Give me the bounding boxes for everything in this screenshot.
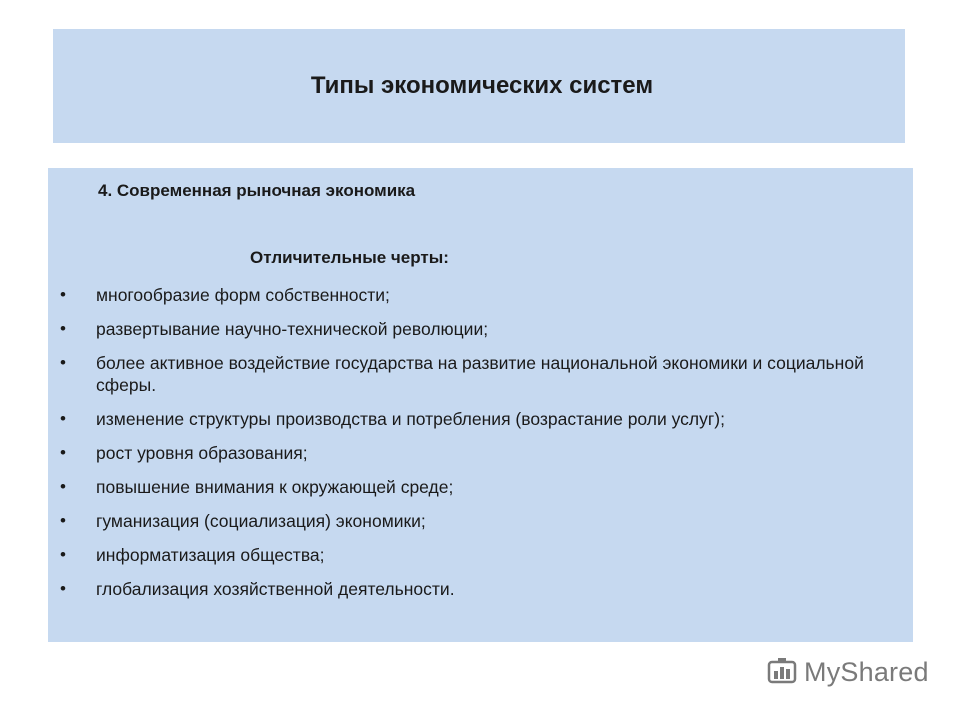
- list-item-text: информатизация общества;: [96, 545, 325, 565]
- bullet-icon: •: [60, 353, 66, 372]
- myshared-logo-icon: [766, 656, 798, 688]
- list-item: [48, 352, 913, 396]
- list-item-text: развертывание научно-технической революции;: [96, 319, 489, 339]
- list-item-text: многообразие форм собственности;: [96, 285, 390, 305]
- list-item-text: повышение внимания к окружающей среде;: [96, 477, 454, 497]
- list-item-text: глобализация хозяйственной деятельности.: [96, 579, 455, 599]
- title-panel: [53, 29, 905, 143]
- bullet-icon: •: [60, 285, 66, 304]
- section-subtitle: 4. Современная рыночная экономика: [98, 181, 416, 200]
- list-item-text: изменение структуры производства и потребления (возрастание роли услуг);: [96, 409, 725, 429]
- list-item: [48, 318, 913, 340]
- list-item: [48, 476, 913, 498]
- bullet-icon: •: [60, 443, 66, 462]
- list-item-text: более активное воздействие государства на развитие национальной экономики и социальной сферы.: [96, 353, 864, 395]
- bullet-icon: •: [60, 319, 66, 338]
- list-item: [48, 442, 913, 464]
- bullet-icon: •: [60, 545, 66, 564]
- features-heading: Отличительные черты:: [250, 248, 449, 267]
- slide-title: Типы экономических систем: [310, 72, 654, 99]
- bullet-icon: •: [60, 579, 66, 598]
- myshared-watermark: [766, 656, 929, 688]
- bullet-icon: •: [60, 477, 66, 496]
- list-item: [48, 544, 913, 566]
- list-item: [48, 510, 913, 532]
- watermark-text: MyShared: [804, 656, 929, 687]
- bullet-icon: •: [60, 511, 66, 530]
- list-item-text: рост уровня образования;: [96, 443, 308, 463]
- list-item-text: гуманизация (социализация) экономики;: [96, 511, 426, 531]
- list-item: [48, 408, 913, 430]
- bullet-icon: •: [60, 409, 66, 428]
- list-item: [48, 578, 913, 600]
- list-item: [48, 284, 913, 306]
- content-panel: [48, 168, 913, 642]
- features-list: [48, 284, 913, 612]
